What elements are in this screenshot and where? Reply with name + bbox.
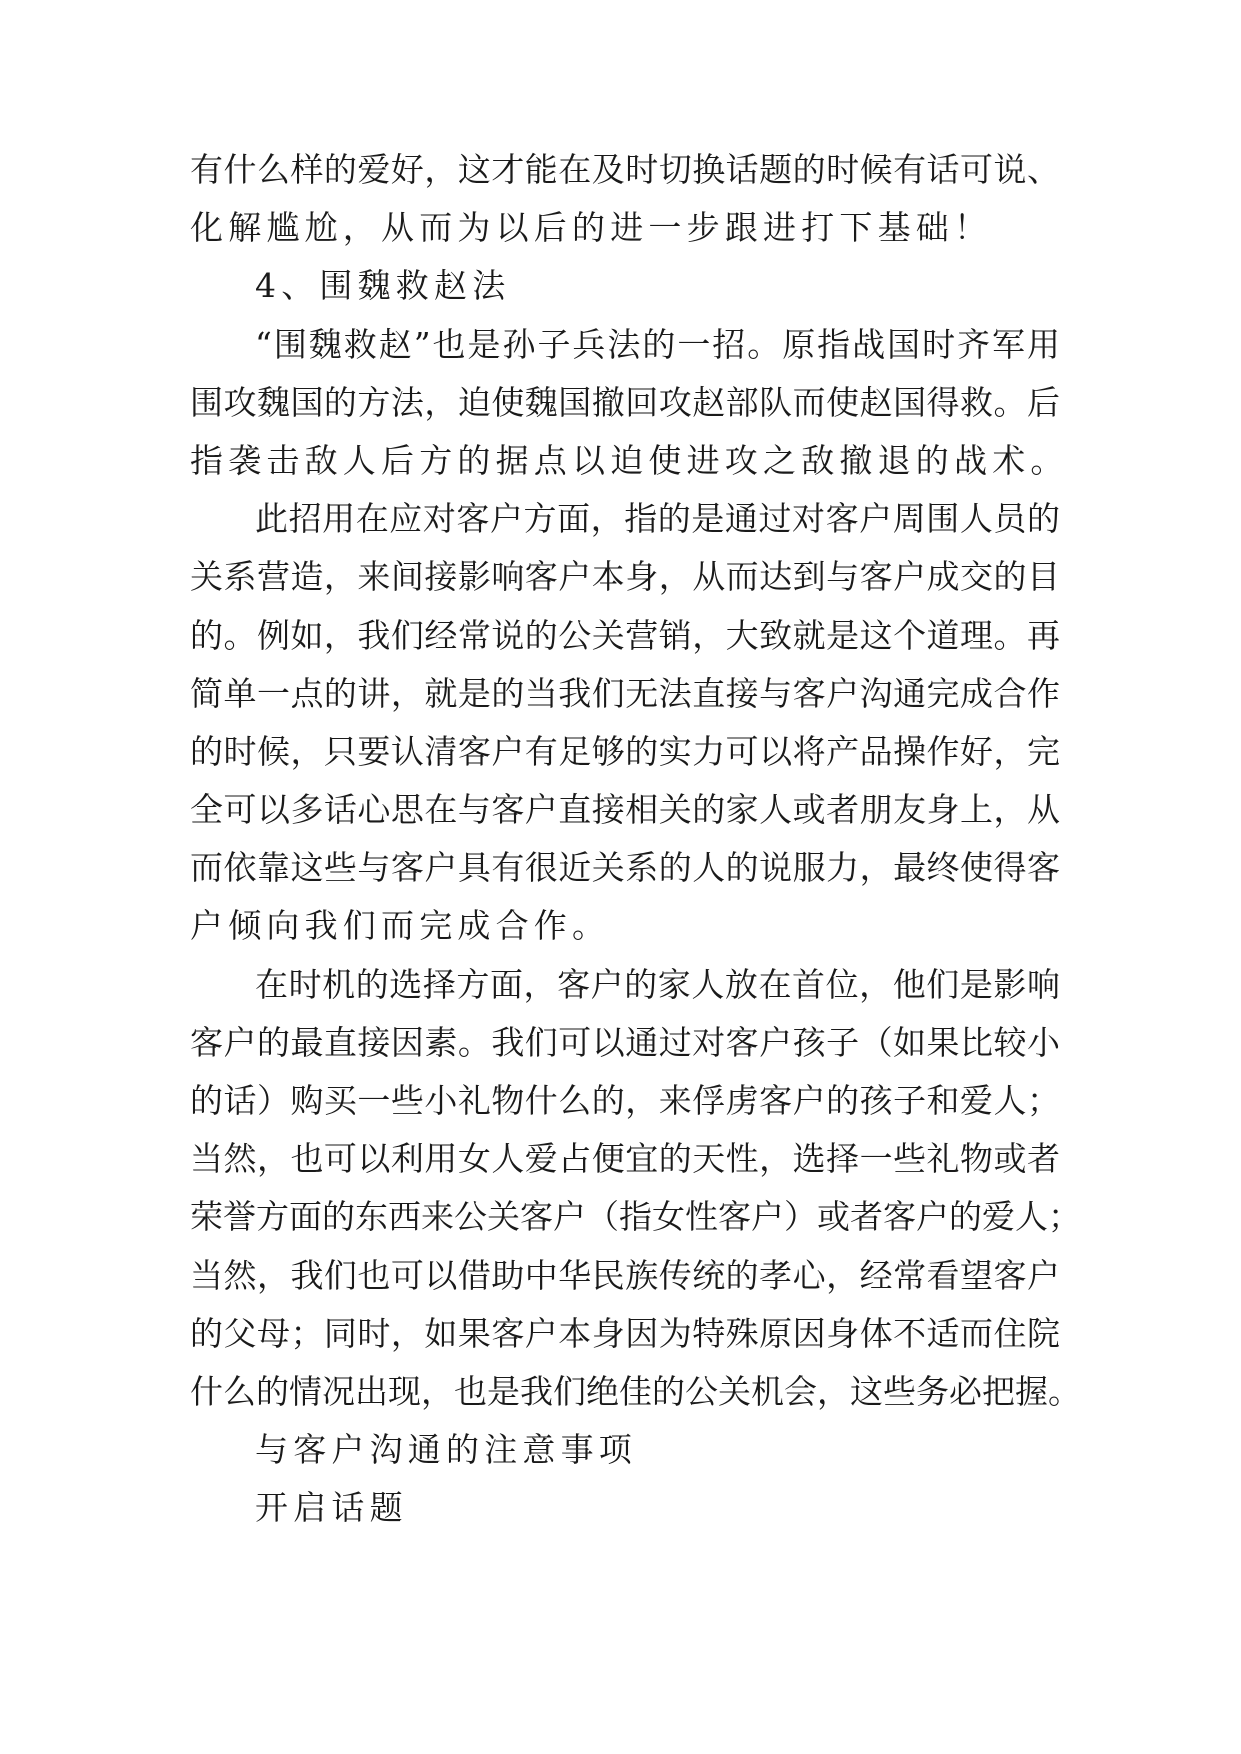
text-line: 在时机的选择方面，客户的家人放在首位，他们是影响 — [255, 965, 1060, 1004]
text-line: 而依靠这些与客户具有很近关系的人的说服力，最终使得客 — [190, 848, 1060, 887]
text-line: 关系营造，来间接影响客户本身，从而达到与客户成交的目 — [190, 557, 1060, 596]
text-line: 指袭击敌人后方的据点以迫使进攻之敌撤退的战术。 — [190, 441, 1069, 480]
text-line: 的话）购买一些小礼物什么的，来俘虏客户的孩子和爱人； — [190, 1081, 1060, 1120]
text-line: 有什么样的爱好，这才能在及时切换话题的时候有话可说、 — [190, 150, 1060, 189]
text-line: 的。例如，我们经常说的公关营销，大致就是这个道理。再 — [190, 616, 1060, 655]
text-line: 什么的情况出现，也是我们绝佳的公关机会，这些务必把握。 — [190, 1372, 1081, 1411]
text-line: 当然，我们也可以借助中华民族传统的孝心，经常看望客户 — [190, 1256, 1060, 1295]
text-line: 荣誉方面的东西来公关客户（指女性客户）或者客户的爱人； — [190, 1197, 1081, 1236]
text-line: 简单一点的讲，就是的当我们无法直接与客户沟通完成合作 — [190, 674, 1060, 713]
text-line: 客户的最直接因素。我们可以通过对客户孩子（如果比较小 — [190, 1023, 1060, 1062]
text-line: 化解尴尬，从而为以后的进一步跟进打下基础！ — [190, 208, 993, 247]
section-heading: 与客户沟通的注意事项 — [255, 1430, 637, 1469]
section-heading: 4、围魏救赵法 — [255, 266, 511, 305]
text-line: 此招用在应对客户方面，指的是通过对客户周围人员的 — [255, 499, 1060, 538]
text-line: “围魏救赵”也是孙子兵法的一招。原指战国时齐军用 — [255, 325, 1060, 364]
text-line: 的父母；同时，如果客户本身因为特殊原因身体不适而住院 — [190, 1314, 1060, 1353]
text-line: 全可以多话心思在与客户直接相关的家人或者朋友身上，从 — [190, 790, 1060, 829]
text-line: 的时候，只要认清客户有足够的实力可以将产品操作好，完 — [190, 732, 1060, 771]
section-heading: 开启话题 — [255, 1488, 408, 1527]
text-line: 围攻魏国的方法，迫使魏国撤回攻赵部队而使赵国得救。后 — [190, 383, 1060, 422]
text-line: 当然，也可以利用女人爱占便宜的天性，选择一些礼物或者 — [190, 1139, 1060, 1178]
text-line: 户倾向我们而完成合作。 — [190, 906, 611, 945]
